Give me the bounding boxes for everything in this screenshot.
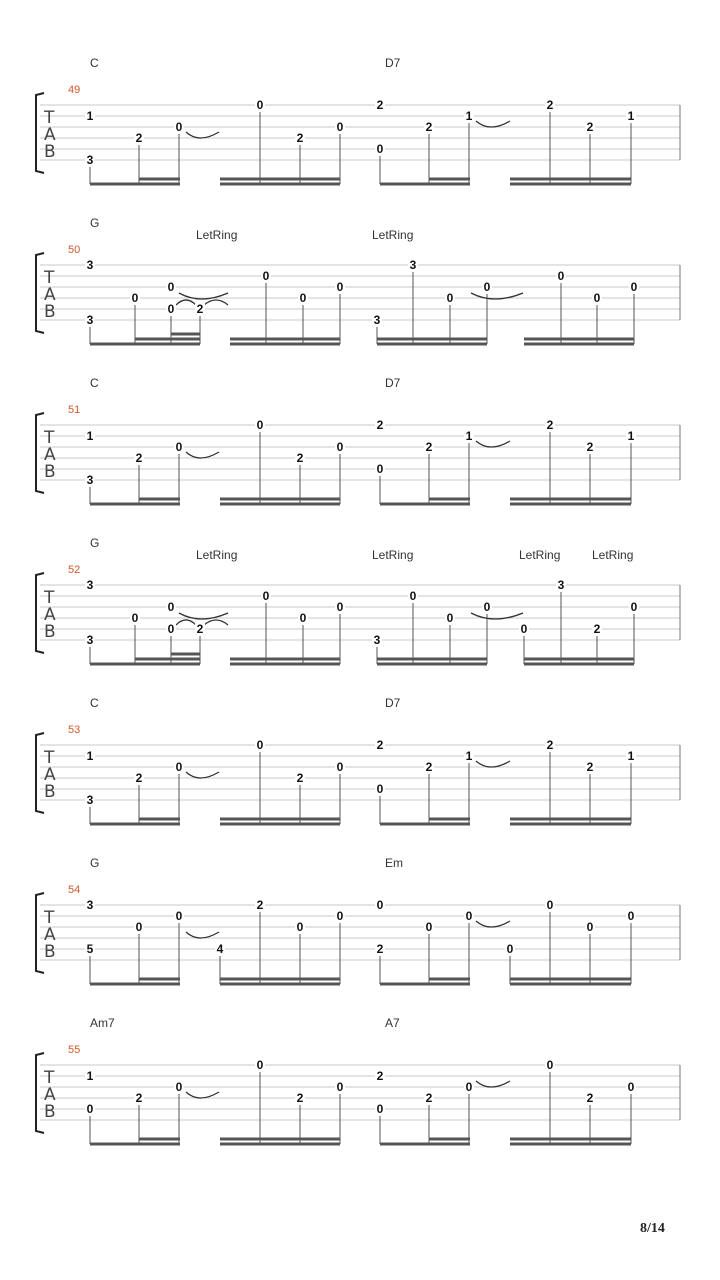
tie [476,761,510,767]
chord-name: C [90,56,99,70]
fret-number: 2 [546,98,554,112]
fret-number: 3 [373,313,381,327]
fret-number: 0 [256,418,264,432]
fret-number: 2 [546,738,554,752]
measure-number: 49 [68,84,81,96]
fret-number: 0 [299,291,307,305]
tie [476,1081,510,1087]
fret-number: 3 [373,633,381,647]
chord-name: A7 [385,1016,400,1030]
fret-number: 2 [135,451,143,465]
fret-number: 0 [506,942,514,956]
fret-number: 0 [262,589,270,603]
fret-number: 0 [627,1080,635,1094]
fret-number: 0 [131,291,139,305]
chord-name: Em [385,856,403,870]
fret-number: 2 [256,898,264,912]
tie [476,441,510,447]
fret-number: 0 [483,280,491,294]
tab-clef-letter: A [44,445,56,465]
tab-clef-letter: B [44,142,56,162]
chord-name: D7 [385,376,401,390]
fret-number: 1 [465,109,473,123]
tab-clef-letter: B [44,622,56,642]
measure-number: 53 [68,724,81,736]
letring-label: LetRing [592,548,634,562]
tie [476,921,510,927]
chord-name: G [90,856,100,870]
fret-number: 3 [409,258,417,272]
fret-number: 2 [376,942,384,956]
fret-number: 0 [175,120,183,134]
tab-clef-letter: B [44,302,56,322]
tab-clef-letter: A [44,765,56,785]
fret-number: 0 [446,611,454,625]
fret-number: 1 [86,109,94,123]
tab-clef-letter: T [44,908,55,928]
measure-number: 51 [68,404,81,416]
fret-number: 0 [336,280,344,294]
tab-clef-letter: T [44,428,55,448]
fret-number: 0 [175,440,183,454]
fret-number: 3 [86,898,94,912]
fret-number: 0 [546,898,554,912]
fret-number: 2 [135,131,143,145]
fret-number: 2 [135,1091,143,1105]
tie [186,772,219,778]
page-number: 8/14 [640,1221,665,1236]
fret-number: 0 [336,760,344,774]
letring-label: LetRing [519,548,561,562]
letring-label: LetRing [372,548,414,562]
fret-number: 5 [86,942,94,956]
fret-number: 2 [376,738,384,752]
tie [186,932,219,938]
fret-number: 0 [256,738,264,752]
tab-clef-letter: B [44,462,56,482]
fret-number: 0 [465,909,473,923]
fret-number: 1 [86,1069,94,1083]
fret-number: 2 [593,622,601,636]
fret-number: 2 [376,1069,384,1083]
measure-number: 55 [68,1044,81,1056]
slur [204,620,228,625]
fret-number: 4 [216,942,224,956]
fret-number: 2 [196,302,204,316]
fret-number: 0 [376,142,384,156]
fret-number: 2 [425,120,433,134]
fret-number: 2 [586,120,594,134]
fret-number: 0 [256,98,264,112]
fret-number: 2 [586,1091,594,1105]
letring-label: LetRing [372,228,414,242]
fret-number: 0 [465,1080,473,1094]
chord-name: G [90,216,100,230]
fret-number: 0 [256,1058,264,1072]
chord-name: C [90,376,99,390]
fret-number: 3 [86,153,94,167]
fret-number: 0 [167,600,175,614]
fret-number: 2 [296,1091,304,1105]
fret-number: 0 [262,269,270,283]
tab-clef-letter: T [44,268,55,288]
fret-number: 0 [175,1080,183,1094]
fret-number: 0 [336,120,344,134]
measure-number: 54 [68,884,81,896]
tab-clef-letter: B [44,1102,56,1122]
slur [204,300,228,305]
fret-number: 1 [86,429,94,443]
letring-label: LetRing [196,228,238,242]
measure-number: 50 [68,244,81,256]
chord-name: D7 [385,56,401,70]
fret-number: 3 [86,793,94,807]
chord-name: Am7 [90,1016,115,1030]
tab-clef-letter: T [44,588,55,608]
fret-number: 0 [167,280,175,294]
letring-label: LetRing [196,548,238,562]
fret-number: 2 [376,418,384,432]
tab-clef-letter: T [44,108,55,128]
fret-number: 0 [131,611,139,625]
fret-number: 0 [593,291,601,305]
tab-clef-letter: T [44,748,55,768]
slur [176,620,196,625]
tab-clef-letter: A [44,925,56,945]
slur [176,300,196,305]
fret-number: 0 [167,622,175,636]
fret-number: 0 [175,760,183,774]
chord-name: G [90,536,100,550]
fret-number: 0 [546,1058,554,1072]
fret-number: 0 [336,600,344,614]
fret-number: 0 [167,302,175,316]
fret-number: 1 [627,429,635,443]
tab-clef-letter: A [44,605,56,625]
fret-number: 2 [425,1091,433,1105]
fret-number: 3 [557,578,565,592]
tie [186,132,219,138]
fret-number: 0 [630,280,638,294]
fret-number: 2 [586,440,594,454]
fret-number: 3 [86,473,94,487]
tab-clef-letter: B [44,942,56,962]
fret-number: 3 [86,578,94,592]
fret-number: 0 [376,462,384,476]
fret-number: 0 [336,440,344,454]
fret-number: 0 [557,269,565,283]
fret-number: 1 [86,749,94,763]
tab-clef-letter: A [44,285,56,305]
fret-number: 0 [376,782,384,796]
fret-number: 0 [425,920,433,934]
fret-number: 0 [376,1102,384,1116]
fret-number: 1 [627,109,635,123]
fret-number: 2 [586,760,594,774]
fret-number: 2 [196,622,204,636]
fret-number: 0 [86,1102,94,1116]
fret-number: 0 [409,589,417,603]
fret-number: 0 [483,600,491,614]
fret-number: 0 [376,898,384,912]
fret-number: 2 [546,418,554,432]
tab-clef-letter: A [44,1085,56,1105]
fret-number: 2 [425,760,433,774]
fret-number: 3 [86,258,94,272]
fret-number: 1 [627,749,635,763]
fret-number: 0 [586,920,594,934]
fret-number: 0 [336,1080,344,1094]
fret-number: 0 [299,611,307,625]
chord-name: D7 [385,696,401,710]
fret-number: 2 [296,131,304,145]
fret-number: 0 [630,600,638,614]
fret-number: 3 [86,313,94,327]
fret-number: 0 [336,909,344,923]
fret-number: 0 [135,920,143,934]
tab-clef-letter: A [44,125,56,145]
fret-number: 3 [86,633,94,647]
fret-number: 0 [627,909,635,923]
fret-number: 2 [135,771,143,785]
fret-number: 2 [425,440,433,454]
tab-clef-letter: T [44,1068,55,1088]
tie [476,121,510,127]
tie [186,1092,219,1098]
fret-number: 0 [296,920,304,934]
measure-number: 52 [68,564,81,576]
fret-number: 1 [465,429,473,443]
fret-number: 2 [376,98,384,112]
fret-number: 0 [175,909,183,923]
fret-number: 2 [296,451,304,465]
tie [186,452,219,458]
chord-name: C [90,696,99,710]
fret-number: 0 [520,622,528,636]
fret-number: 1 [465,749,473,763]
fret-number: 0 [446,291,454,305]
fret-number: 2 [296,771,304,785]
tab-clef-letter: B [44,782,56,802]
